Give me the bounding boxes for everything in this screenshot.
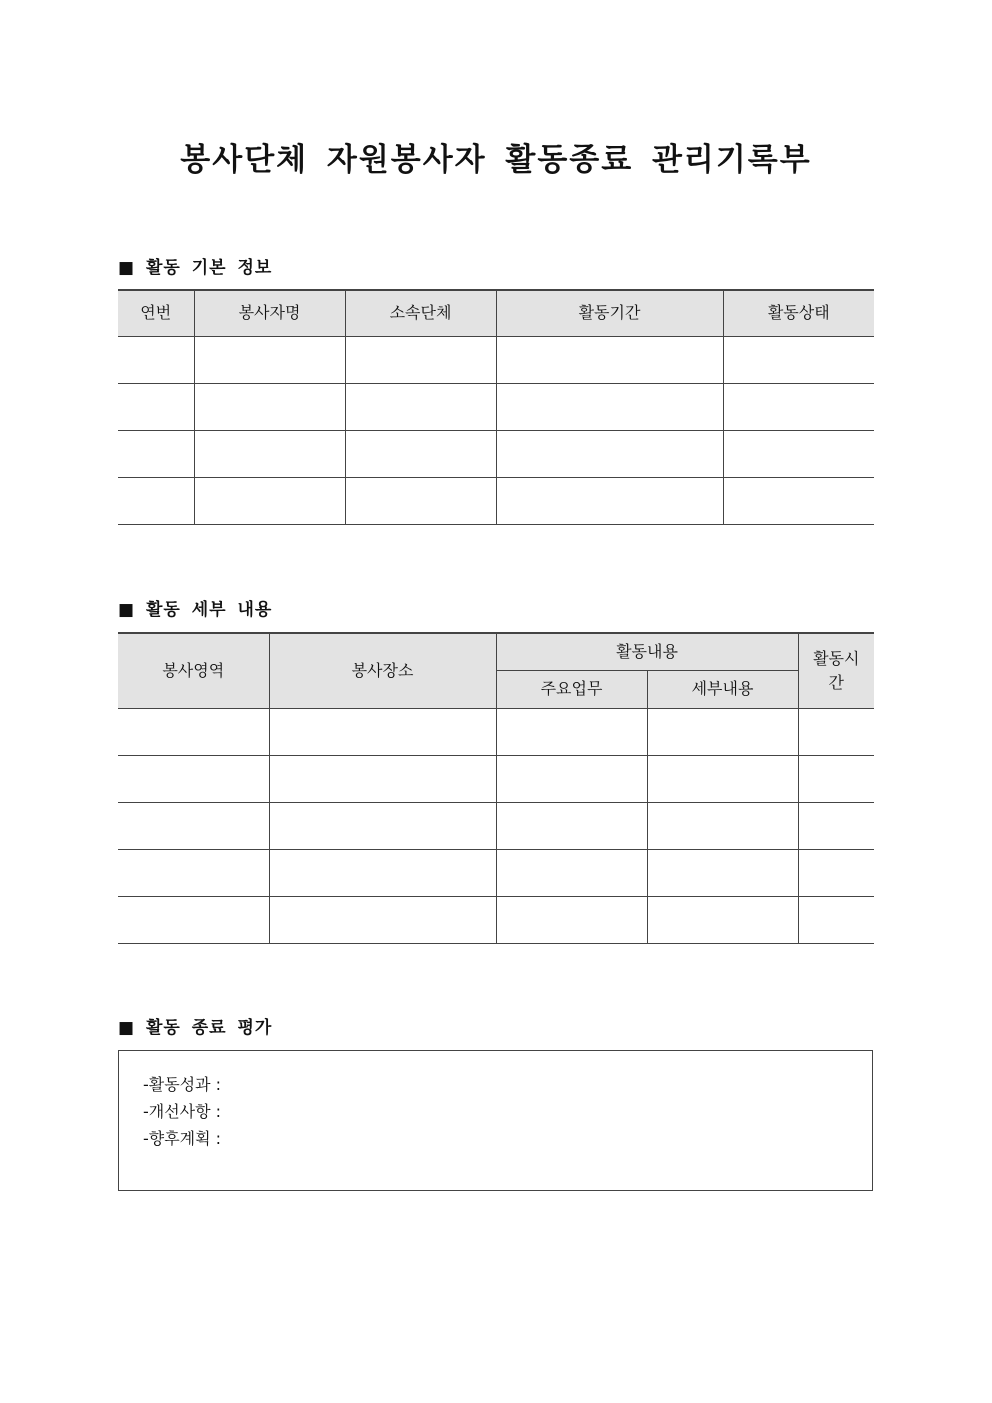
table-cell[interactable] [496, 430, 723, 477]
table-cell[interactable] [798, 708, 874, 755]
table-cell[interactable] [647, 755, 798, 802]
table-cell[interactable] [496, 477, 723, 524]
table-cell[interactable] [798, 802, 874, 849]
column-header-details: 세부내용 [647, 670, 798, 708]
section-heading-evaluation: ■ 활동 종료 평가 [118, 1018, 273, 1038]
table-cell[interactable] [118, 708, 269, 755]
column-header-activity-hours: 활동시간 [798, 633, 874, 708]
table-row [118, 430, 874, 477]
table-cell[interactable] [496, 383, 723, 430]
table-cell[interactable] [269, 755, 496, 802]
table-row [118, 849, 874, 896]
table-cell[interactable] [345, 477, 496, 524]
table-cell[interactable] [194, 336, 345, 383]
evaluation-line-results: -활동성과 : [143, 1075, 222, 1094]
table-cell[interactable] [723, 430, 874, 477]
table-cell[interactable] [118, 430, 194, 477]
table-row [118, 755, 874, 802]
table-cell[interactable] [798, 849, 874, 896]
table-row [118, 477, 874, 524]
evaluation-line-improvements: -개선사항 : [143, 1102, 222, 1121]
table-cell[interactable] [194, 430, 345, 477]
table-cell[interactable] [118, 477, 194, 524]
evaluation-line-future-plans: -향후계획 : [143, 1129, 222, 1148]
table-cell[interactable] [118, 849, 269, 896]
column-header-service-area: 봉사영역 [118, 633, 269, 708]
table-cell[interactable] [647, 849, 798, 896]
table-cell[interactable] [194, 383, 345, 430]
basic-info-table [118, 289, 874, 525]
page-title: 봉사단체 자원봉사자 활동종료 관리기록부 [180, 142, 812, 178]
table-cell[interactable] [496, 896, 647, 943]
table-cell[interactable] [269, 849, 496, 896]
table-cell[interactable] [798, 896, 874, 943]
table-cell[interactable] [647, 708, 798, 755]
table-row [118, 336, 874, 383]
table-cell[interactable] [118, 755, 269, 802]
table-row [118, 802, 874, 849]
table-cell[interactable] [647, 896, 798, 943]
column-header-service-place: 봉사장소 [269, 633, 496, 708]
column-header-volunteer-name: 봉사자명 [194, 290, 345, 336]
column-header-number: 연번 [118, 290, 194, 336]
table-cell[interactable] [496, 708, 647, 755]
section-heading-basic-info: ■ 활동 기본 정보 [118, 258, 273, 278]
column-header-main-task: 주요업무 [496, 670, 647, 708]
column-header-organization: 소속단체 [345, 290, 496, 336]
table-cell[interactable] [496, 802, 647, 849]
table-cell[interactable] [647, 802, 798, 849]
column-header-activity-content: 활동내용 [496, 633, 798, 670]
table-cell[interactable] [345, 430, 496, 477]
table-cell[interactable] [269, 896, 496, 943]
table-cell[interactable] [345, 383, 496, 430]
column-header-activity-period: 활동기간 [496, 290, 723, 336]
column-header-activity-status: 활동상태 [723, 290, 874, 336]
table-cell[interactable] [723, 336, 874, 383]
table-cell[interactable] [118, 336, 194, 383]
table-header-row [118, 290, 874, 336]
activity-details-table [118, 632, 874, 944]
evaluation-lines [143, 1071, 221, 1152]
table-row [118, 383, 874, 430]
table-cell[interactable] [496, 755, 647, 802]
table-cell[interactable] [798, 755, 874, 802]
table-cell[interactable] [723, 383, 874, 430]
table-header-row [118, 633, 874, 670]
section-heading-activity-details: ■ 활동 세부 내용 [118, 600, 273, 620]
table-cell[interactable] [269, 708, 496, 755]
table-cell[interactable] [345, 336, 496, 383]
table-cell[interactable] [118, 383, 194, 430]
table-cell[interactable] [118, 802, 269, 849]
table-row [118, 708, 874, 755]
table-cell[interactable] [723, 477, 874, 524]
table-row [118, 896, 874, 943]
table-cell[interactable] [118, 896, 269, 943]
table-cell[interactable] [496, 849, 647, 896]
evaluation-box[interactable] [118, 1050, 873, 1191]
table-cell[interactable] [269, 802, 496, 849]
table-cell[interactable] [194, 477, 345, 524]
table-cell[interactable] [496, 336, 723, 383]
